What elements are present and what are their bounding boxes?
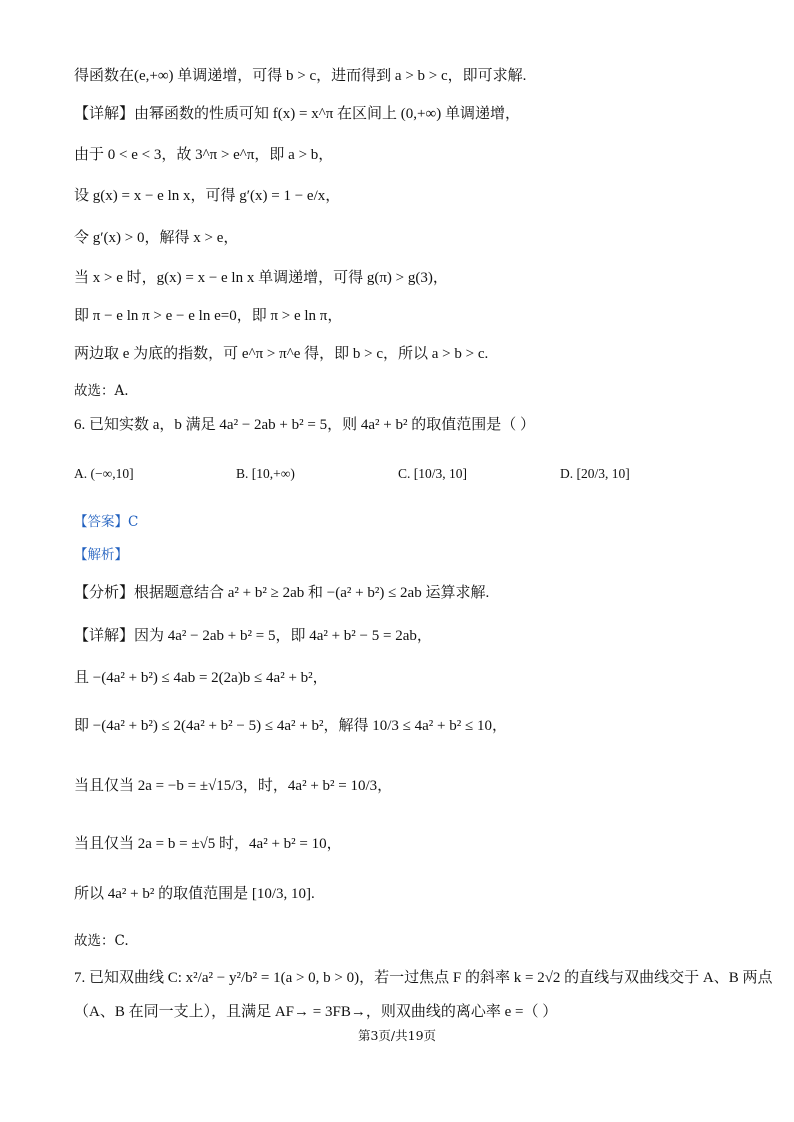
text-line-4: 设 g(x) = x − e ln x，可得 g′(x) = 1 − e/x， — [74, 188, 341, 204]
text-line-3: 由于 0 < e < 3，故 3^π > e^π，即 a > b， — [74, 147, 334, 163]
text-line-9: 故选：A. — [74, 383, 129, 399]
analysis-label: 【解析】 — [74, 547, 128, 563]
text-line-analysis: 【分析】根据题意结合 a² + b² ≥ 2ab 和 −(a² + b²) ≤ 2ab 运算求解. — [74, 585, 490, 601]
text-line-1: 得函数在(e,+∞) 单调递增，可得 b > c，进而得到 a > b > c，即可求解. — [74, 68, 527, 84]
option-d: D. [20/3, 10] — [560, 466, 630, 481]
option-a: A. (−∞,10] — [74, 466, 134, 481]
option-b: B. [10,+∞) — [236, 466, 295, 481]
option-c: C. [10/3, 10] — [398, 466, 467, 481]
question-6: 6. 已知实数 a，b 满足 4a² − 2ab + b² = 5，则 4a² + b² 的取值范围是（ ） — [74, 417, 535, 433]
text-line-6: 当 x > e 时，g(x) = x − e ln x 单调递增，可得 g(π) > g(3)， — [74, 270, 448, 286]
question-7-line-1: 7. 已知双曲线 C: x²/a² − y²/b² = 1(a > 0, b > 0)，若一过焦点 F 的斜率 k = 2√2 的直线与双曲线交于 A、B 两点 — [74, 970, 773, 986]
question-7-line-2: （A、B 在同一支上），且满足 AF→ = 3FB→，则双曲线的离心率 e =（ ） — [74, 1004, 558, 1020]
text-line-ineq-1: 且 −(4a² + b²) ≤ 4ab = 2(2a)b ≤ 4a² + b²， — [74, 670, 328, 686]
text-line-8: 两边取 e 为底的指数，可 e^π > π^e 得，即 b > c，所以 a > b > c. — [74, 346, 489, 362]
text-line-detail: 【详解】因为 4a² − 2ab + b² = 5，即 4a² + b² − 5 = 2ab， — [74, 628, 432, 644]
text-line-equality-1: 当且仅当 2a = −b = ±√15/3，时，4a² + b² = 10/3， — [74, 778, 393, 794]
page-footer: 第3页/共19页 — [357, 1028, 437, 1043]
text-line-ineq-2: 即 −(4a² + b²) ≤ 2(4a² + b² − 5) ≤ 4a² + b²，解得 10/3 ≤ 4a² + b² ≤ 10， — [74, 718, 507, 734]
text-line-2: 【详解】由幂函数的性质可知 f(x) = x^π 在区间上 (0,+∞) 单调递增， — [74, 106, 520, 122]
text-line-choice: 故选：C. — [74, 933, 129, 949]
text-line-7: 即 π − e ln π > e − e ln e=0，即 π > e ln π， — [74, 308, 343, 324]
answer-label: 【答案】C — [74, 514, 139, 530]
text-line-range: 所以 4a² + b² 的取值范围是 [10/3, 10]. — [74, 886, 315, 902]
text-line-5: 令 g′(x) > 0，解得 x > e， — [74, 230, 239, 246]
text-line-equality-2: 当且仅当 2a = b = ±√5 时，4a² + b² = 10， — [74, 836, 342, 852]
